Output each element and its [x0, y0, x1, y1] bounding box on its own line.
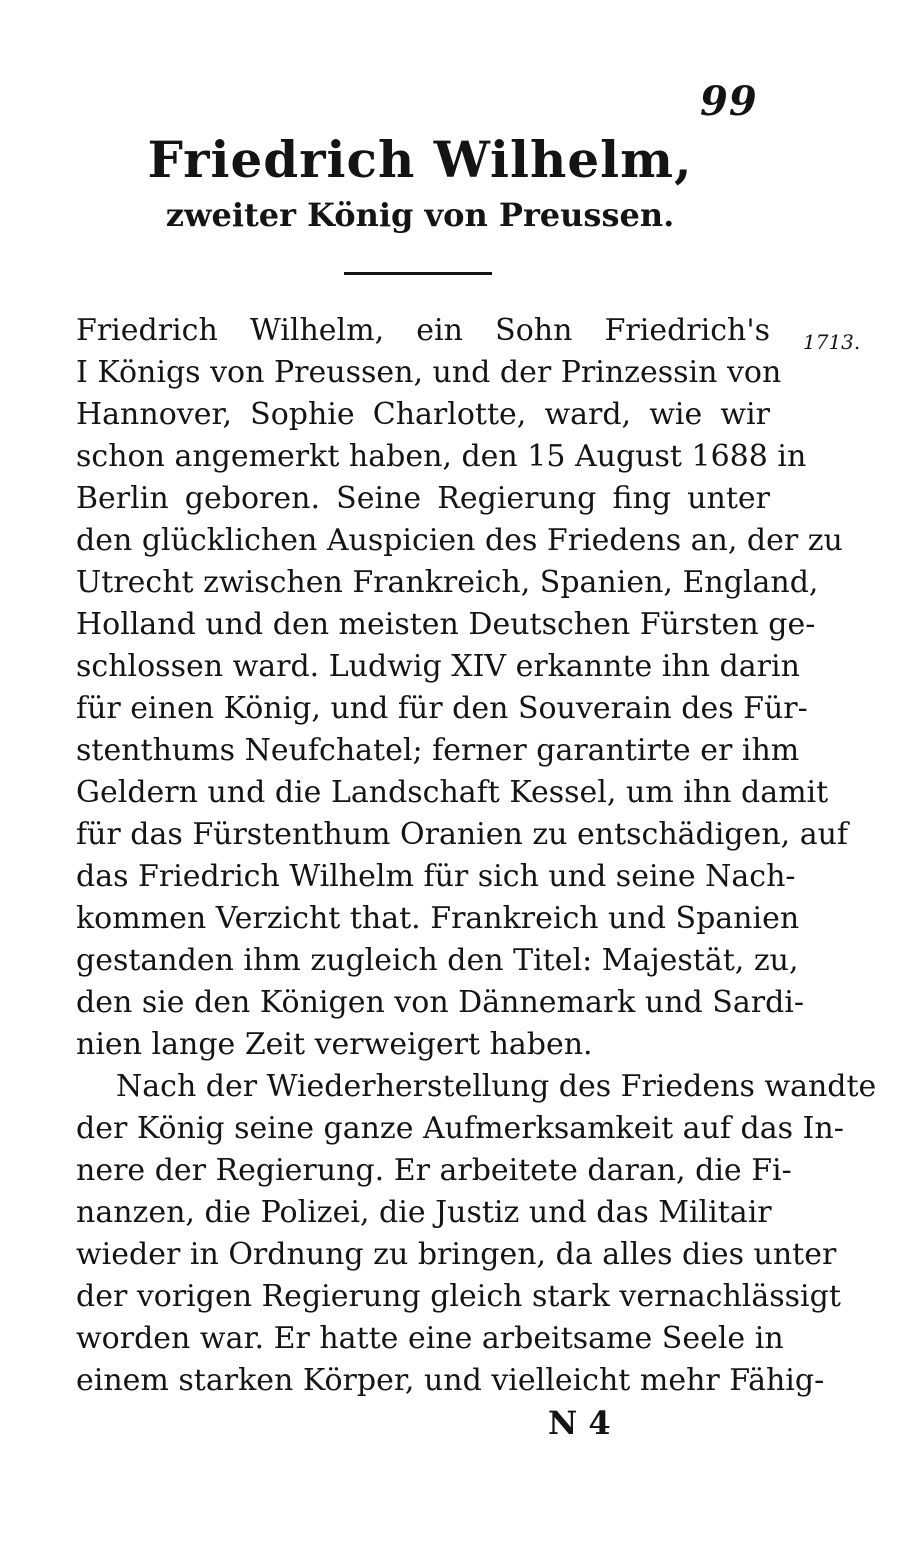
- text-line: einem starken Körper, und vielleicht mehr Fähig-: [76, 1363, 825, 1398]
- text-line: der vorigen Regierung gleich stark vernachlässigt: [76, 1279, 841, 1314]
- text-line: Hannover, Sophie Charlotte, ward, wie wir: [76, 397, 770, 432]
- text-line: für einen König, und für den Souverain des Für-: [76, 691, 808, 726]
- text-line: Nach der Wiederherstellung des Friedens wandte: [116, 1069, 877, 1104]
- text-line: der König seine ganze Aufmerksamkeit auf das In-: [76, 1111, 844, 1146]
- margin-year-note: 1713.: [803, 330, 861, 354]
- title-rule: [344, 272, 492, 275]
- text-line: für das Fürstenthum Oranien zu entschädigen, auf: [76, 817, 849, 852]
- text-line: nien lange Zeit verweigert haben.: [76, 1027, 593, 1062]
- text-line: schlossen ward. Ludwig XIV erkannte ihn darin: [76, 649, 800, 684]
- chapter-title: Friedrich Wilhelm,: [147, 130, 693, 189]
- page-number: 99: [700, 78, 758, 125]
- text-line: wieder in Ordnung zu bringen, da alles dies unter: [76, 1237, 837, 1272]
- text-line: worden war. Er hatte eine arbeitsame Seele in: [76, 1321, 784, 1356]
- text-line: I Königs von Preussen, und der Prinzessin von: [76, 355, 782, 390]
- text-line: Geldern und die Landschaft Kessel, um ihn damit: [76, 775, 829, 810]
- text-line: den sie den Königen von Dännemark und Sardi-: [76, 985, 804, 1020]
- catchword: N 4: [548, 1404, 611, 1442]
- chapter-subtitle: zweiter König von Preussen.: [165, 196, 675, 234]
- text-line: kommen Verzicht that. Frankreich und Spanien: [76, 901, 800, 936]
- text-line: schon angemerkt haben, den 15 August 1688 in: [76, 439, 807, 474]
- text-line: Berlin geboren. Seine Regierung fing unter: [76, 481, 770, 516]
- text-line: Friedrich Wilhelm, ein Sohn Friedrich's: [76, 313, 770, 348]
- text-line: nere der Regierung. Er arbeitete daran, die Fi-: [76, 1153, 792, 1188]
- text-line: den glücklichen Auspicien des Friedens an, der zu: [76, 523, 843, 558]
- text-line: Holland und den meisten Deutschen Fürsten ge-: [76, 607, 816, 642]
- text-line: stenthums Neufchatel; ferner garantirte er ihm: [76, 733, 800, 768]
- text-line: das Friedrich Wilhelm für sich und seine Nach-: [76, 859, 796, 894]
- text-line: gestanden ihm zugleich den Titel: Majestät, zu,: [76, 943, 799, 978]
- text-line: Utrecht zwischen Frankreich, Spanien, England,: [76, 565, 819, 600]
- text-line: nanzen, die Polizei, die Justiz und das Militair: [76, 1195, 772, 1230]
